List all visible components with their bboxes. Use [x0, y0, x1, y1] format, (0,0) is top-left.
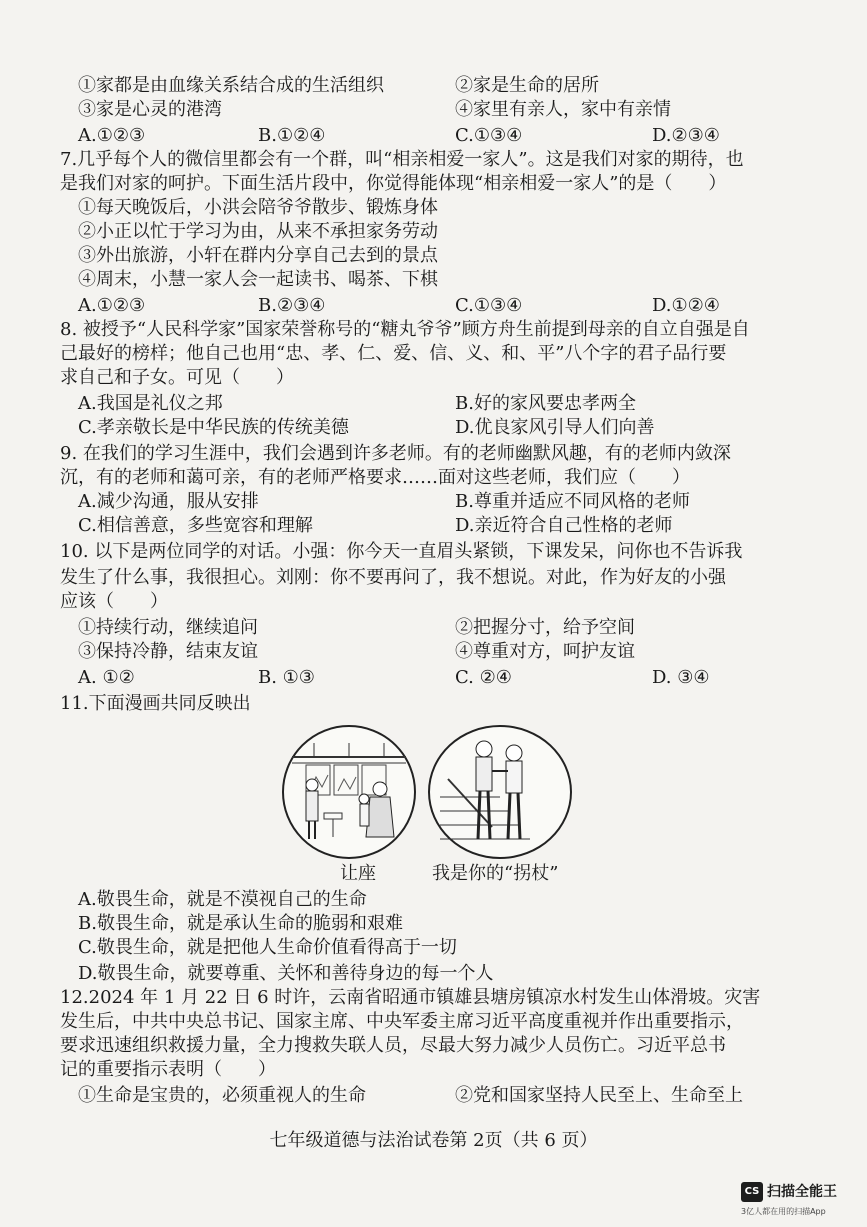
stairs-scene-icon: [430, 727, 570, 857]
q6-statement-4: ④家里有亲人，家中有亲情: [455, 99, 671, 120]
q10-option-c: C. ②④: [455, 667, 512, 688]
q7-stem-line-2: 是我们对家的呵护。下面生活片段中，你觉得能体现“相亲相爱一家人”的是（ ）: [60, 173, 727, 194]
q12-statement-2: ②党和国家坚持人民至上、生命至上: [455, 1085, 743, 1106]
q7-option-d: D.①②④: [652, 295, 720, 316]
q8-option-d: D.优良家风引导人们向善: [455, 417, 655, 438]
q7-option-c: C.①③④: [455, 295, 523, 316]
q11-option-b: B.敬畏生命，就是承认生命的脆弱和艰难: [78, 913, 403, 934]
q6-statement-3: ③家是心灵的港湾: [78, 99, 222, 120]
q7-statement-4: ④周末，小慧一家人会一起读书、喝茶、下棋: [78, 269, 438, 290]
scanner-tagline: 3亿人都在用的扫描App: [741, 1207, 826, 1216]
q9-option-b: B.尊重并适应不同风格的老师: [455, 491, 690, 512]
q12-stem-line-2: 发生后，中共中央总书记、国家主席、中央军委主席习近平高度重视并作出重要指示，: [60, 1011, 744, 1032]
q8-stem-line-2: 己最好的榜样；他自己也用“忠、孝、仁、爱、信、义、和、平”八个字的君子品行要: [60, 343, 727, 364]
page-footer: 七年级道德与法治试卷第 2页（共 6 页）: [269, 1130, 598, 1151]
q8-option-c: C.孝亲敬长是中华民族的传统美德: [78, 417, 349, 438]
q10-option-a: A. ①②: [78, 667, 135, 688]
q10-stem-line-2: 发生了什么事，我很担心。刘刚：你不要再问了，我不想说。对此，作为好友的小强: [60, 567, 726, 588]
q10-statement-4: ④尊重对方，呵护友谊: [455, 641, 635, 662]
q7-stem-line-1: 7.几乎每个人的微信里都会有一个群，叫“相亲相爱一家人”。这是我们对家的期待，也: [60, 149, 744, 170]
q6-option-c: C.①③④: [455, 125, 523, 146]
q8-stem-line-1: 8. 被授予“人民科学家”国家荣誉称号的“糖丸爷爷”顾方舟生前提到母亲的自立自强是自: [60, 319, 750, 340]
comic-1-caption: 让座: [340, 863, 376, 884]
q10-statement-2: ②把握分寸，给予空间: [455, 617, 635, 638]
q9-stem-line-1: 9. 在我们的学习生涯中，我们会遇到许多老师。有的老师幽默风趣，有的老师内敛深: [60, 443, 731, 464]
comic-give-up-seat-illustration: [282, 725, 416, 859]
q7-option-a: A.①②③: [78, 295, 146, 316]
q10-stem-line-3: 应该（ ）: [60, 591, 168, 612]
q9-option-d: D.亲近符合自己性格的老师: [455, 515, 673, 536]
q12-stem-line-4: 记的重要指示表明（ ）: [60, 1059, 276, 1080]
q7-option-b: B.②③④: [258, 295, 326, 316]
q12-stem-line-1: 12.2024 年 1 月 22 日 6 时许，云南省昭通市镇雄县塘房镇凉水村发生山体滑坡。灾害: [60, 987, 761, 1008]
q8-option-b: B.好的家风要忠孝两全: [455, 393, 636, 414]
q10-option-d: D. ③④: [652, 667, 710, 688]
comic-2-caption: 我是你的“拐杖”: [432, 863, 559, 884]
q6-statement-2: ②家是生命的居所: [455, 75, 599, 96]
q6-option-b: B.①②④: [258, 125, 326, 146]
q7-statement-2: ②小正以忙于学习为由，从来不承担家务劳动: [78, 221, 438, 242]
scanner-watermark: [741, 1182, 851, 1222]
q10-option-b: B. ①③: [258, 667, 315, 688]
q11-option-a: A.敬畏生命，就是不漠视自己的生命: [78, 889, 367, 910]
scanner-app-name: 扫描全能王: [767, 1184, 837, 1200]
comic-walking-stick-illustration: [428, 725, 572, 859]
q8-stem-line-3: 求自己和子女。可见（ ）: [60, 367, 294, 388]
q7-statement-3: ③外出旅游，小轩在群内分享自己去到的景点: [78, 245, 438, 266]
scanner-logo-icon: CS: [741, 1182, 763, 1202]
q10-statement-3: ③保持冷静，结束友谊: [78, 641, 258, 662]
q8-option-a: A.我国是礼仪之邦: [78, 393, 223, 414]
q6-option-a: A.①②③: [78, 125, 146, 146]
q6-statement-1: ①家都是由血缘关系结合成的生活组织: [78, 75, 384, 96]
q10-stem-line-1: 10. 以下是两位同学的对话。小强：你今天一直眉头紧锁，下课发呆，问你也不告诉我: [60, 541, 743, 562]
q7-statement-1: ①每天晚饭后，小洪会陪爷爷散步、锻炼身体: [78, 197, 438, 218]
bus-scene-icon: [284, 727, 414, 857]
q9-option-c: C.相信善意，多些宽容和理解: [78, 515, 313, 536]
q11-stem: 11.下面漫画共同反映出: [60, 693, 251, 714]
q12-statement-1: ①生命是宝贵的，必须重视人的生命: [78, 1085, 366, 1106]
q6-option-d: D.②③④: [652, 125, 720, 146]
q9-option-a: A.减少沟通，服从安排: [78, 491, 259, 512]
q11-option-d: D.敬畏生命，就要尊重、关怀和善待身边的每一个人: [78, 963, 494, 984]
q12-stem-line-3: 要求迅速组织救援力量，全力搜救失联人员，尽最大努力减少人员伤亡。习近平总书: [60, 1035, 726, 1056]
q9-stem-line-2: 沉，有的老师和蔼可亲，有的老师严格要求……面对这些老师，我们应（ ）: [60, 467, 690, 488]
q11-option-c: C.敬畏生命，就是把他人生命价值看得高于一切: [78, 937, 457, 958]
q10-statement-1: ①持续行动，继续追问: [78, 617, 258, 638]
